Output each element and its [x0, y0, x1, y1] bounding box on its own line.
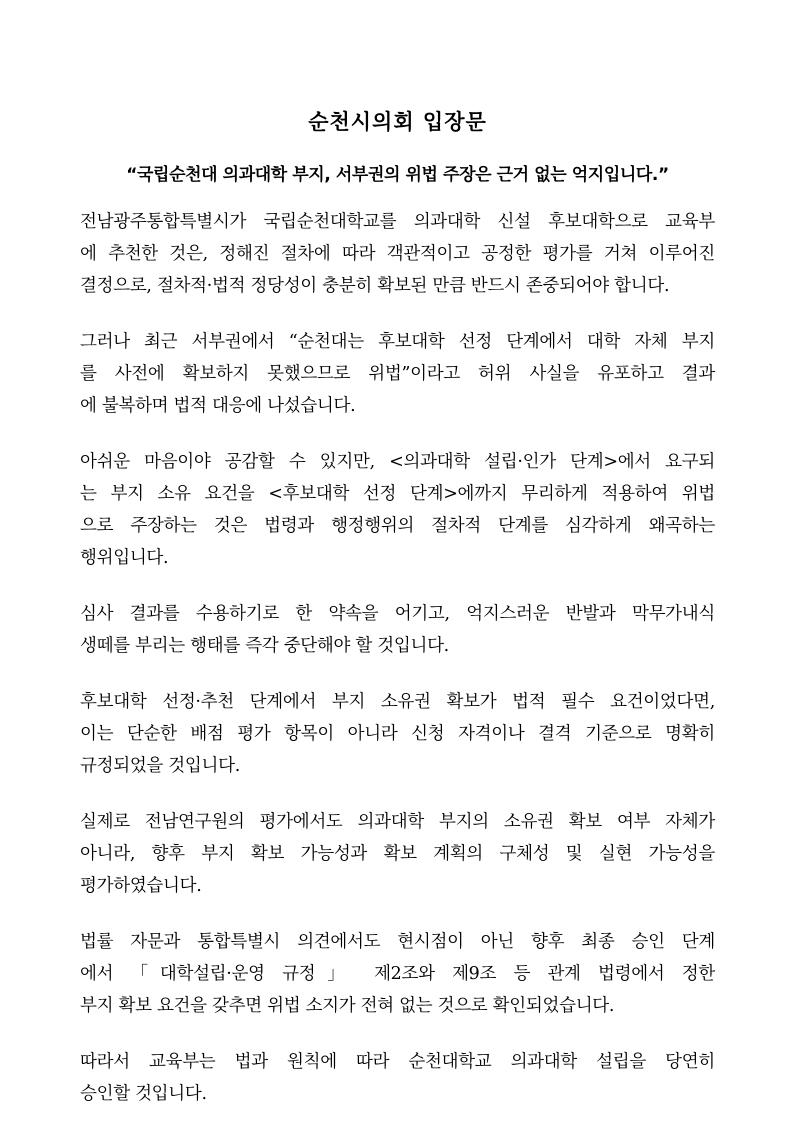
paragraph-line: 그러나 최근 서부권에서 “순천대는 후보대학 선정 단계에서 대학 자체 부지 [80, 332, 715, 352]
body-paragraph [80, 206, 715, 302]
body-paragraph [80, 806, 715, 902]
paragraph-line: 으로 주장하는 것은 법령과 행정행위의 절차적 단계를 심각하게 왜곡하는 [80, 516, 715, 536]
paragraph-line: 법률 자문과 통합특별시 의견에서도 현시점이 아닌 향후 최종 승인 단계 [80, 932, 715, 952]
paragraph-line: 는 부지 소유 요건을 <후보대학 선정 단계>에까지 무리하게 적용하여 위법 [80, 484, 715, 504]
paragraph-line: 에 추천한 것은, 정해진 절차에 따라 객관적이고 공정한 평가를 거쳐 이루어진 [80, 244, 715, 264]
document-title: 순천시의회 입장문 [308, 109, 487, 134]
body-paragraph [80, 1046, 715, 1110]
body-paragraph [80, 446, 715, 574]
body-paragraph [80, 326, 715, 422]
paragraph-line: 심사 결과를 수용하기로 한 약속을 어기고, 억지스러운 반발과 막무가내식 [80, 604, 715, 624]
paragraph-line: 를 사전에 확보하지 못했으므로 위법”이라고 허위 사실을 유포하고 결과 [80, 364, 715, 384]
paragraph-line: 부지 확보 요건을 갖추면 위법 소지가 전혀 없는 것으로 확인되었습니다. [80, 996, 615, 1016]
paragraph-line: 평가하였습니다. [80, 876, 202, 896]
body-paragraph [80, 926, 715, 1022]
paragraph-line: 에 불복하며 법적 대응에 나섰습니다. [80, 396, 356, 416]
paragraph-line: 생떼를 부리는 행태를 즉각 중단해야 할 것입니다. [80, 636, 449, 656]
paragraph-line: 따라서 교육부는 법과 원칙에 따라 순천대학교 의과대학 설립을 당연히 [80, 1052, 715, 1072]
paragraph-line: 승인할 것입니다. [80, 1084, 207, 1104]
body-paragraph [80, 686, 715, 782]
paragraph-line: 에서 「대학설립·운영 규정」 제2조와 제9조 등 관계 법령에서 정한 [80, 964, 715, 984]
paragraph-line: 결정으로, 절차적·법적 정당성이 충분히 확보된 만큼 반드시 존중되어야 합니다. [80, 276, 670, 296]
paragraph-line: 후보대학 선정·추천 단계에서 부지 소유권 확보가 법적 필수 요건이었다면, [80, 692, 715, 712]
body-paragraph [80, 598, 715, 662]
paragraph-line: 행위입니다. [80, 548, 169, 568]
paragraph-line: 이는 단순한 배점 평가 항목이 아니라 신청 자격이나 결격 기준으로 명확히 [80, 724, 715, 744]
paragraph-line: 전남광주통합특별시가 국립순천대학교를 의과대학 신설 후보대학으로 교육부 [80, 212, 715, 232]
paragraph-line: 아니라, 향후 부지 확보 가능성과 확보 계획의 구체성 및 실현 가능성을 [80, 844, 715, 864]
paragraph-line: 실제로 전남연구원의 평가에서도 의과대학 부지의 소유권 확보 여부 자체가 [80, 812, 715, 832]
document-subtitle: “국립순천대 의과대학 부지, 서부권의 위법 주장은 근거 없는 억지입니다.” [126, 165, 669, 185]
document-body [80, 206, 715, 1110]
paragraph-line: 아쉬운 마음이야 공감할 수 있지만, <의과대학 설립·인가 단계>에서 요구되 [80, 452, 715, 472]
paragraph-line: 규정되었을 것입니다. [80, 756, 240, 776]
